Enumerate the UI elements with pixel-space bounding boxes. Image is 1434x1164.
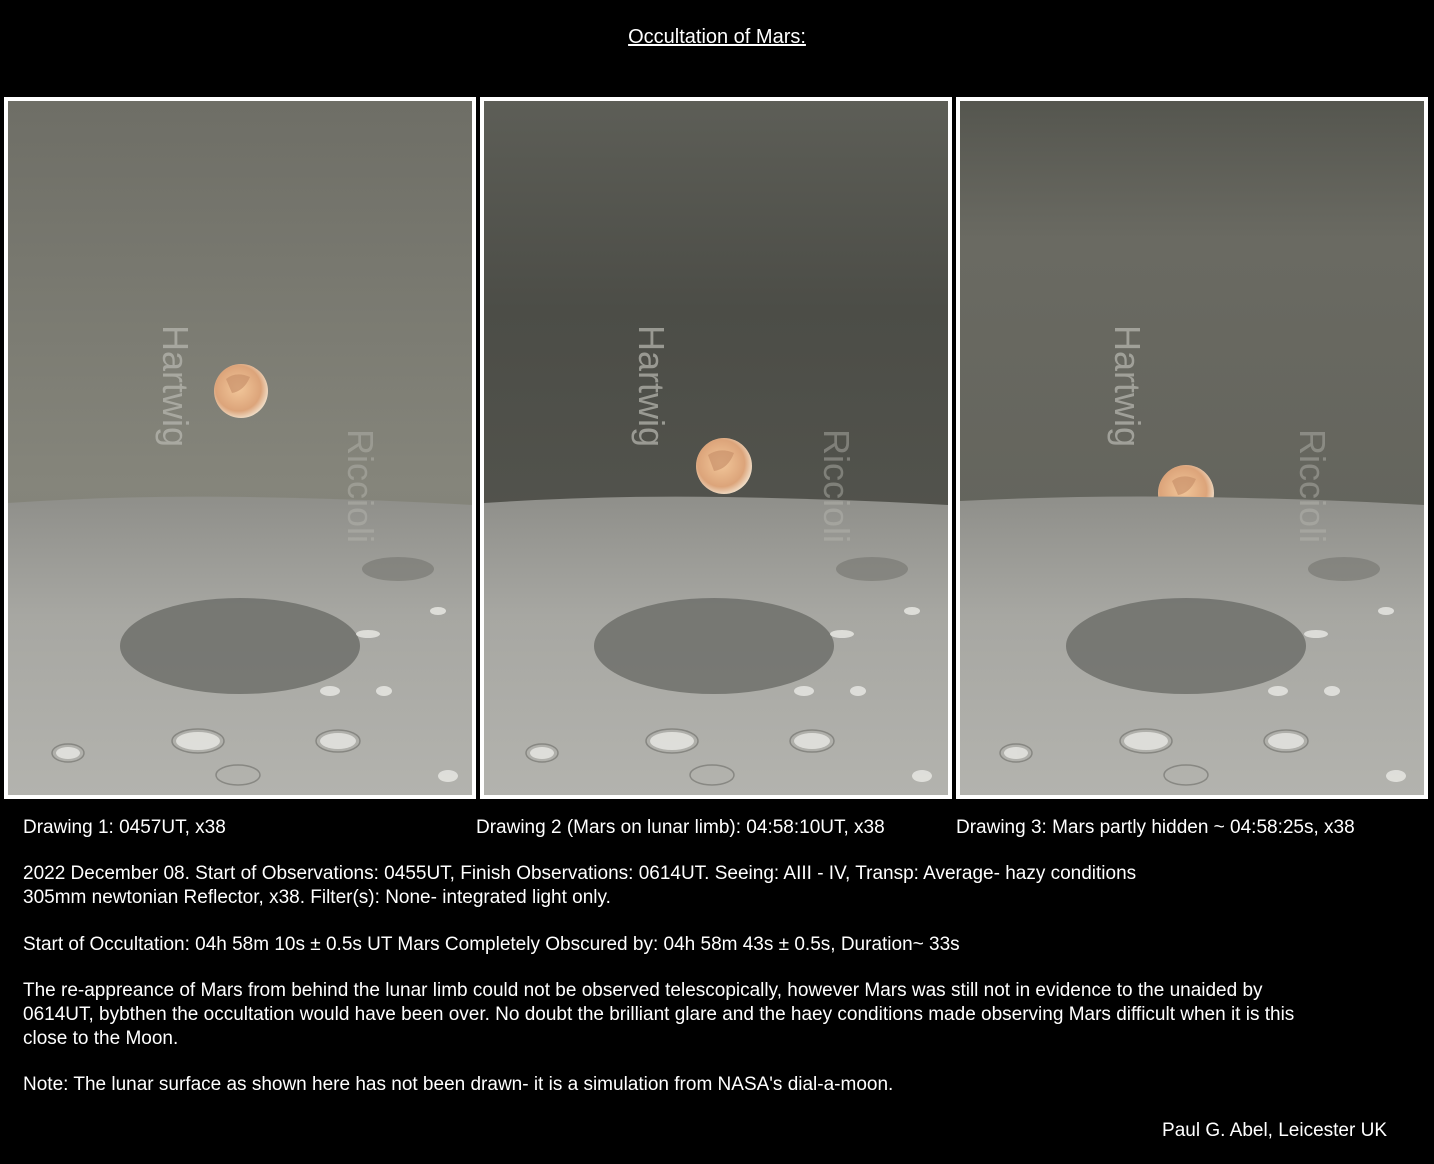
label-riccioli: Riccioli [1292,428,1333,544]
drawing-panel-1 [4,97,476,799]
mars-disc [696,438,752,494]
author-credit: Paul G. Abel, Leicester UK [1162,1120,1387,1141]
drawing-panel-2 [480,97,952,799]
mars-disc [214,364,268,418]
reappearance-note-line-3: close to the Moon. [23,1028,179,1049]
label-hartwig: Hartwig [155,324,196,448]
drawing-2-image [484,101,948,795]
drawing-3-image [960,101,1424,795]
drawing-1-image [8,101,472,795]
label-riccioli: Riccioli [340,428,381,544]
observation-details-line-1: 2022 December 08. Start of Observations: 0455UT, Finish Observations: 0614UT. Seeing: AIII - IV, Transp: Average- hazy conditions [23,863,1137,884]
drawing-panel-3 [956,97,1428,799]
occultation-timing: Start of Occultation: 04h 58m 10s ± 0.5s UT Mars Completely Obscured by: 04h 58m 43s ± 0.5s, Duration~ 33s [23,934,960,955]
label-riccioli: Riccioli [816,428,857,544]
caption-drawing-3: Drawing 3: Mars partly hidden ~ 04:58:25s, x38 [956,817,1355,838]
reappearance-note-line-1: The re-appreance of Mars from behind the lunar limb could not be observed telescopically, however Mars was still not in evidence to the unaided by [23,980,1263,1001]
caption-drawing-2: Drawing 2 (Mars on lunar limb): 04:58:10UT, x38 [476,817,885,838]
label-hartwig: Hartwig [631,324,672,448]
caption-drawing-1: Drawing 1: 0457UT, x38 [23,817,226,838]
reappearance-note-line-2: 0614UT, bybthen the occultation would have been over. No doubt the brilliant glare and the haey conditions made observing Mars difficult when it is this [23,1004,1295,1025]
simulation-note: Note: The lunar surface as shown here has not been drawn- it is a simulation from NASA's dial-a-moon. [23,1074,894,1095]
page-title: Occultation of Mars: [628,26,806,48]
label-hartwig: Hartwig [1107,324,1148,448]
observation-details-line-2: 305mm newtonian Reflector, x38. Filter(s): None- integrated light only. [23,887,611,908]
